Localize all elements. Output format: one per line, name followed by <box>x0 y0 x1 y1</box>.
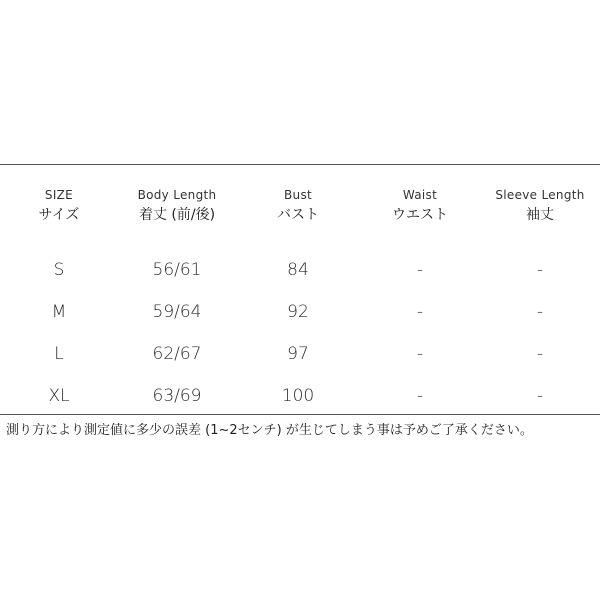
cell-bust: 84 <box>287 260 309 280</box>
cell-body-length: 62/67 <box>152 344 202 364</box>
table-header-row <box>0 186 600 236</box>
header-waist-ja: ウエスト <box>392 207 448 223</box>
cell-sleeve-length: - <box>536 302 544 322</box>
header-sleeve-length-ja: 袖丈 <box>526 207 554 223</box>
header-size <box>0 186 124 226</box>
cell-size: M <box>51 302 67 322</box>
table-row-s <box>0 257 600 283</box>
header-sleeve-length <box>475 186 600 226</box>
cell-body-length: 59/64 <box>152 302 202 322</box>
cell-size: L <box>54 344 64 364</box>
header-size-ja: サイズ <box>38 207 80 223</box>
measurement-note: 測り方により測定値に多少の誤差 (1~2センチ) が生じてしまう事は予めご了承ください。 <box>6 423 533 438</box>
header-body-length-ja: 着丈 (前/後) <box>138 207 216 223</box>
table-row-m <box>0 299 600 325</box>
cell-body-length: 56/61 <box>152 260 202 280</box>
cell-waist: - <box>416 302 424 322</box>
header-body-length-en: Body Length <box>137 188 217 202</box>
cell-waist: - <box>416 344 424 364</box>
table-row-l <box>0 341 600 367</box>
header-sleeve-length-en: Sleeve Length <box>495 188 585 202</box>
cell-bust: 92 <box>287 302 309 322</box>
table-bottom-rule <box>0 414 600 415</box>
cell-size: XL <box>48 386 70 406</box>
header-waist <box>355 186 485 226</box>
cell-size: S <box>53 260 65 280</box>
header-size-en: SIZE <box>44 188 74 202</box>
header-body-length <box>112 186 242 226</box>
cell-body-length: 63/69 <box>152 386 202 406</box>
table-row-xl <box>0 383 600 409</box>
cell-sleeve-length: - <box>536 344 544 364</box>
header-waist-en: Waist <box>402 188 438 202</box>
table-top-rule <box>0 164 600 165</box>
cell-sleeve-length: - <box>536 260 544 280</box>
cell-waist: - <box>416 260 424 280</box>
cell-bust: 97 <box>287 344 309 364</box>
header-bust <box>233 186 363 226</box>
cell-sleeve-length: - <box>536 386 544 406</box>
header-bust-en: Bust <box>284 188 312 202</box>
header-bust-ja: バスト <box>277 207 319 223</box>
cell-waist: - <box>416 386 424 406</box>
cell-bust: 100 <box>281 386 315 406</box>
